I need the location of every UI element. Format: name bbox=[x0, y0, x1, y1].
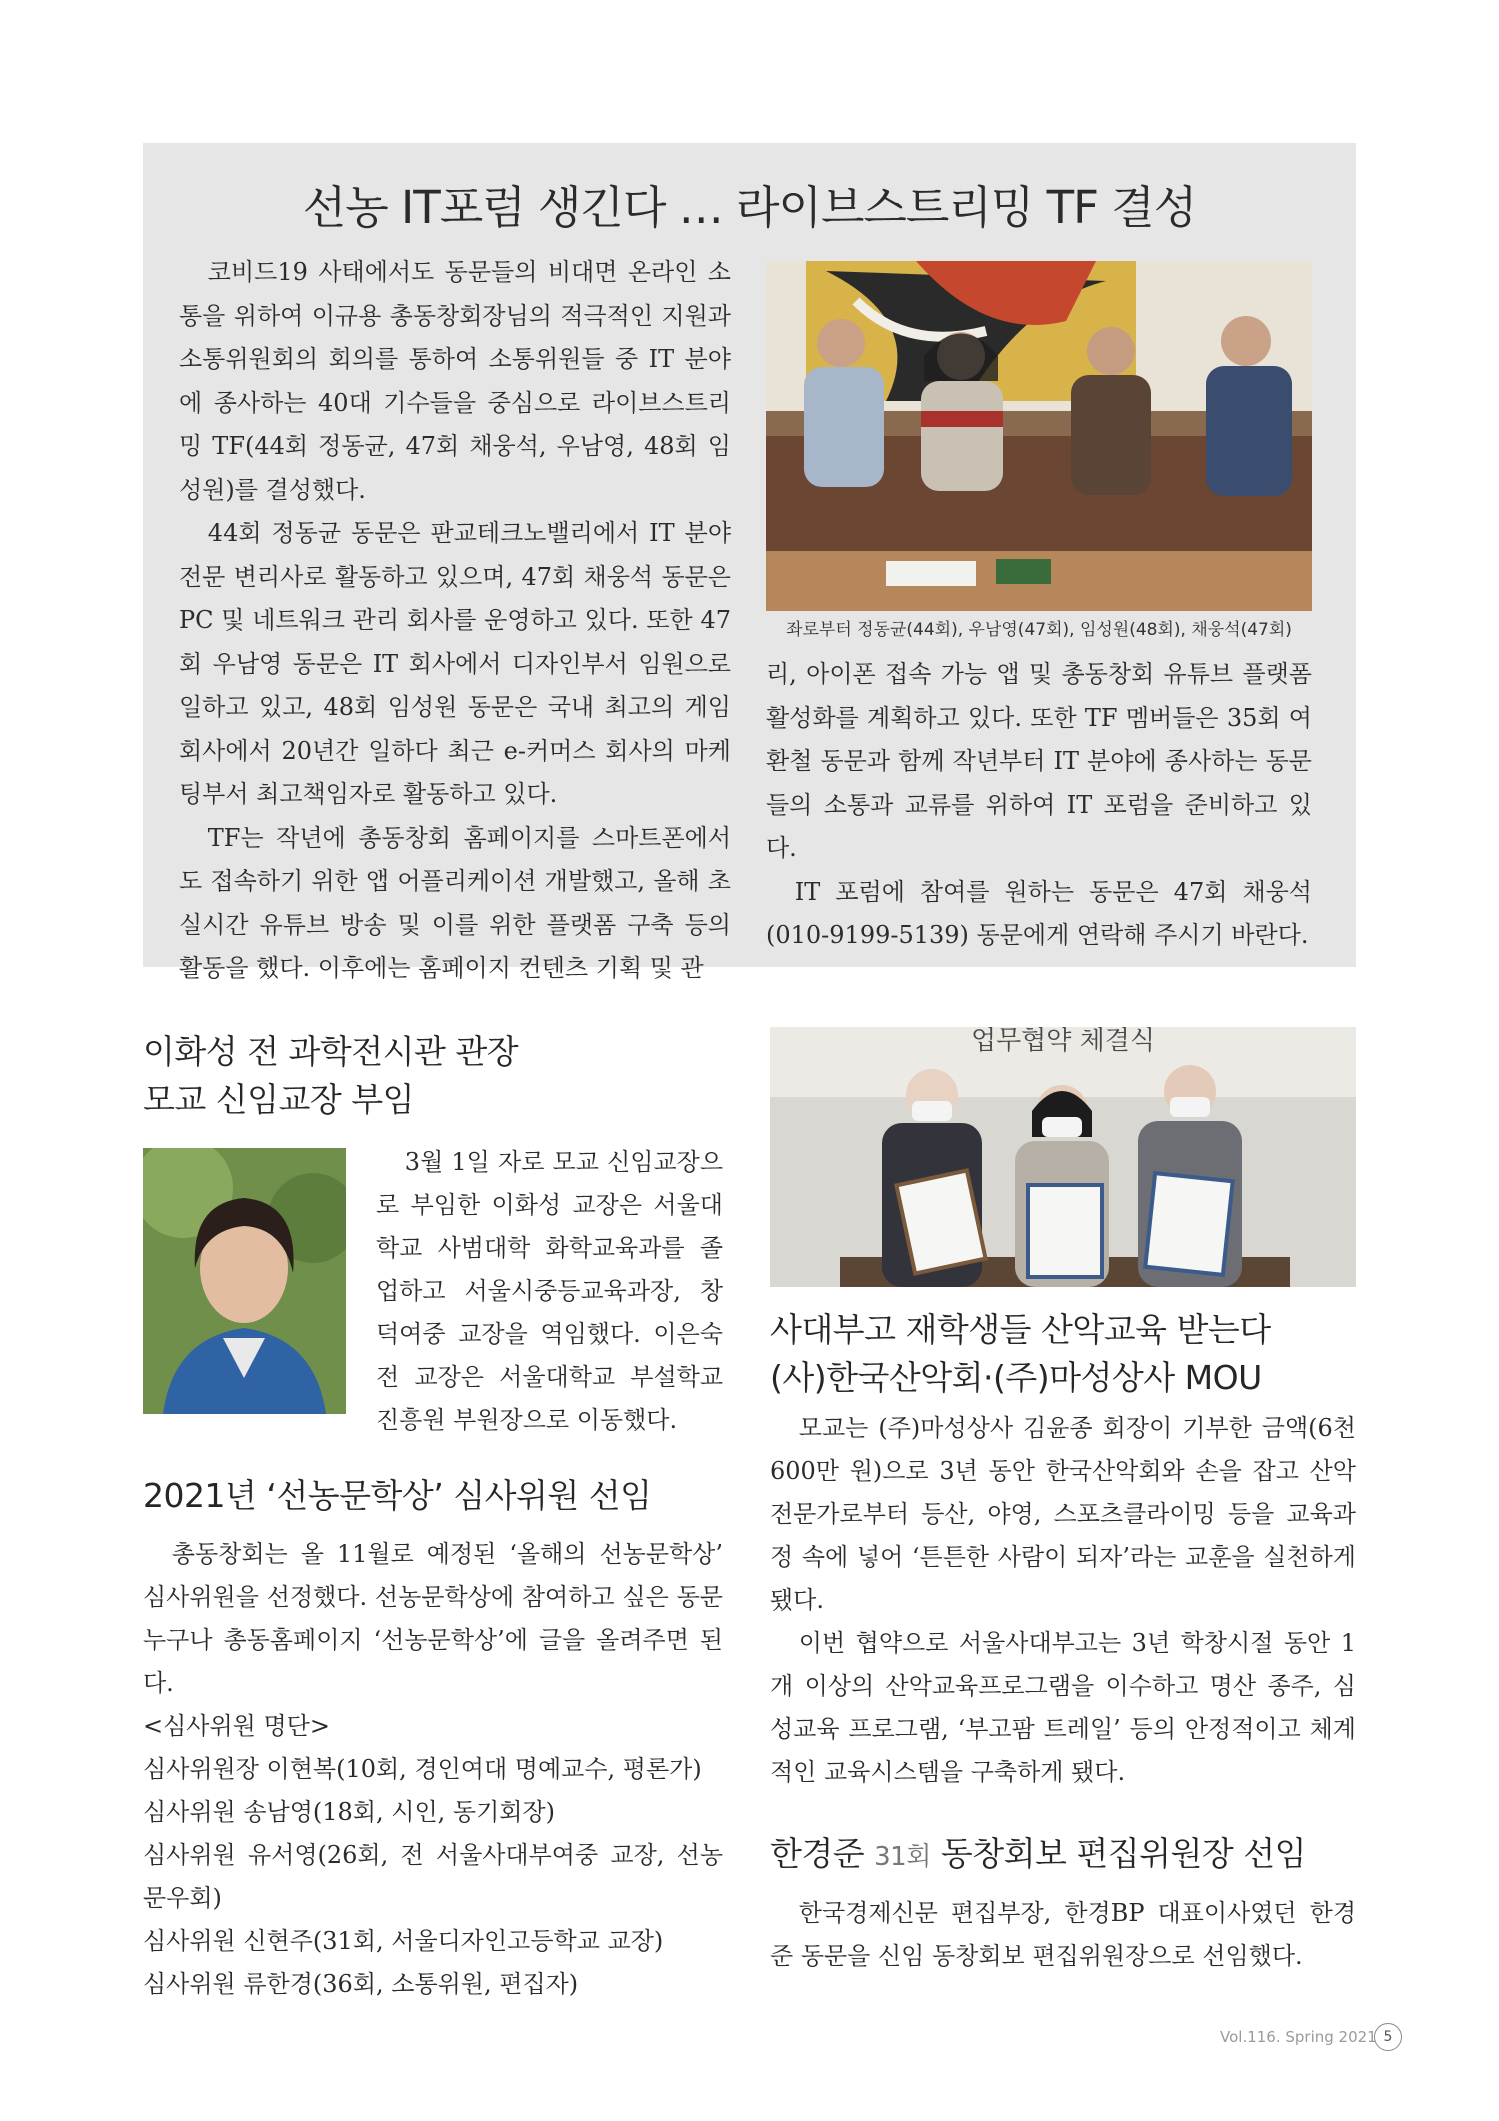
feature-right-column bbox=[766, 653, 1312, 958]
principal-portrait bbox=[143, 1148, 346, 1414]
feature-left-column bbox=[179, 251, 731, 991]
principal-headline-line: 모교 신임교장 부임 bbox=[143, 1080, 415, 1119]
editor-title: 동창회보 편집위원장 선임 bbox=[940, 1834, 1306, 1873]
mou-paragraph: 모교는 (주)마성상사 김윤종 회장이 기부한 금액(6천600만 원)으로 3년 동안 한국산악회와 손을 잡고 산악 전문가로부터 등산, 야영, 스포츠클라이밍 등을 교육과정 속에 넣어 ‘튼튼한 사람이 되자’라는 교훈을 실천하게 됐다. bbox=[770, 1414, 1356, 1614]
principal-headline bbox=[143, 1028, 743, 1124]
mou-headline bbox=[770, 1306, 1370, 1402]
principal-headline-line: 이화성 전 과학전시관 관장 bbox=[143, 1032, 519, 1071]
feature-article bbox=[143, 143, 1356, 982]
editor-name: 한경준 bbox=[770, 1834, 865, 1873]
judge-item: 심사위원장 이현복(10회, 경인여대 명예교수, 평론가) bbox=[143, 1755, 702, 1783]
literature-body bbox=[143, 1533, 723, 2006]
literature-intro: 총동창회는 올 11월로 예정된 ‘올해의 선농문학상’ 심사위원을 선정했다. 선농문학상에 참여하고 싶은 동문 누구나 총동홈페이지 ‘선농문학상’에 글을 올려주면 된다. bbox=[143, 1540, 723, 1697]
editor-class: 31회 bbox=[874, 1842, 931, 1872]
literature-headline: 2021년 ‘선농문학상’ 심사위원 선임 bbox=[143, 1476, 652, 1515]
mou-body bbox=[770, 1407, 1356, 1794]
page-number: 5 bbox=[1374, 2023, 1402, 2051]
mou-banner-text: 업무협약 체결식 bbox=[970, 1027, 1156, 1056]
principal-body bbox=[376, 1141, 723, 1442]
judge-item: 심사위원 송남영(18회, 시인, 동기회장) bbox=[143, 1798, 555, 1826]
mou-paragraph: 이번 협약으로 서울사대부고는 3년 학창시절 동안 1개 이상의 산악교육프로그램을 이수하고 명산 종주, 심성교육 프로그램, ‘부고팜 트레일’ 등의 안정적이고 체계적인 교육시스템을 구축하게 됐다. bbox=[770, 1629, 1356, 1786]
judge-item: 심사위원 신현주(31회, 서울디자인고등학교 교장) bbox=[143, 1927, 664, 1955]
feature-paragraph: 코비드19 사태에서도 동문들의 비대면 온라인 소통을 위하여 이규용 총동창회장님의 적극적인 지원과 소통위원회의 회의를 통하여 소통위원들 중 IT 분야에 종사하는 40대 기수들을 중심으로 라이브스트리밍 TF(44회 정동균, 47회 채웅석, 우남영, 48회 임성원)를 결성했다. bbox=[179, 258, 731, 504]
group-photo bbox=[766, 261, 1312, 611]
photo-caption: 좌로부터 정동균(44회), 우남영(47회), 임성원(48회), 채웅석(47회) bbox=[786, 620, 1292, 640]
judge-list-title: <심사위원 명단> bbox=[143, 1712, 330, 1740]
judge-item: 심사위원 유서영(26회, 전 서울사대부여중 교장, 선농문우회) bbox=[143, 1841, 723, 1912]
feature-paragraph: IT 포럼에 참여를 원하는 동문은 47회 채웅석(010-9199-5139) 동문에게 연락해 주시기 바란다. bbox=[766, 877, 1312, 949]
issue-info: Vol.116. Spring 2021 bbox=[1220, 2028, 1377, 2046]
editor-body bbox=[770, 1892, 1356, 1978]
mou-photo bbox=[770, 1027, 1356, 1287]
feature-paragraph: 리, 아이폰 접속 가능 앱 및 총동창회 유튜브 플랫폼 활성화를 계획하고 있다. 또한 TF 멤버들은 35회 여환철 동문과 함께 작년부터 IT 분야에 종사하는 동문들의 소통과 교류를 위하여 IT 포럼을 준비하고 있다. bbox=[766, 660, 1312, 862]
feature-title: 선농 IT포럼 생긴다 … 라이브스트리밍 TF 결성 bbox=[302, 181, 1197, 234]
editor-headline bbox=[770, 1830, 1370, 1881]
principal-paragraph: 3월 1일 자로 모교 신임교장으로 부임한 이화성 교장은 서울대학교 사범대학 화학교육과를 졸업하고 서울시중등교육과장, 창덕여중 교장을 역임했다. 이은숙 전 교장은 서울대학교 부설학교 진흥원 부원장으로 이동했다. bbox=[376, 1148, 723, 1434]
feature-paragraph: TF는 작년에 총동창회 홈페이지를 스마트폰에서도 접속하기 위한 앱 어플리케이션 개발했고, 올해 초 실시간 유튜브 방송 및 이를 위한 플랫폼 구축 등의 활동을 했다. 이후에는 홈페이지 컨텐츠 기획 및 관 bbox=[179, 823, 731, 982]
judge-item: 심사위원 류한경(36회, 소통위원, 편집자) bbox=[143, 1970, 579, 1998]
feature-paragraph: 44회 정동균 동문은 판교테크노밸리에서 IT 분야 전문 변리사로 활동하고 있으며, 47회 채웅석 동문은 PC 및 네트워크 관리 회사를 운영하고 있다. 또한 47회 우남영 동문은 IT 회사에서 디자인부서 임원으로 일하고 있고, 48회 임성원 동문은 국내 최고의 게임회사에서 20년간 일하다 최근 e-커머스 회사의 마케팅부서 최고책임자로 활동하고 있다. bbox=[179, 519, 731, 808]
mou-headline-line: (사)한국산악회·(주)마성상사 MOU bbox=[770, 1358, 1262, 1397]
mou-headline-line: 사대부고 재학생들 산악교육 받는다 bbox=[770, 1310, 1271, 1349]
editor-paragraph: 한국경제신문 편집부장, 한경BP 대표이사였던 한경준 동문을 신임 동창회보 편집위원장으로 선임했다. bbox=[770, 1899, 1356, 1970]
